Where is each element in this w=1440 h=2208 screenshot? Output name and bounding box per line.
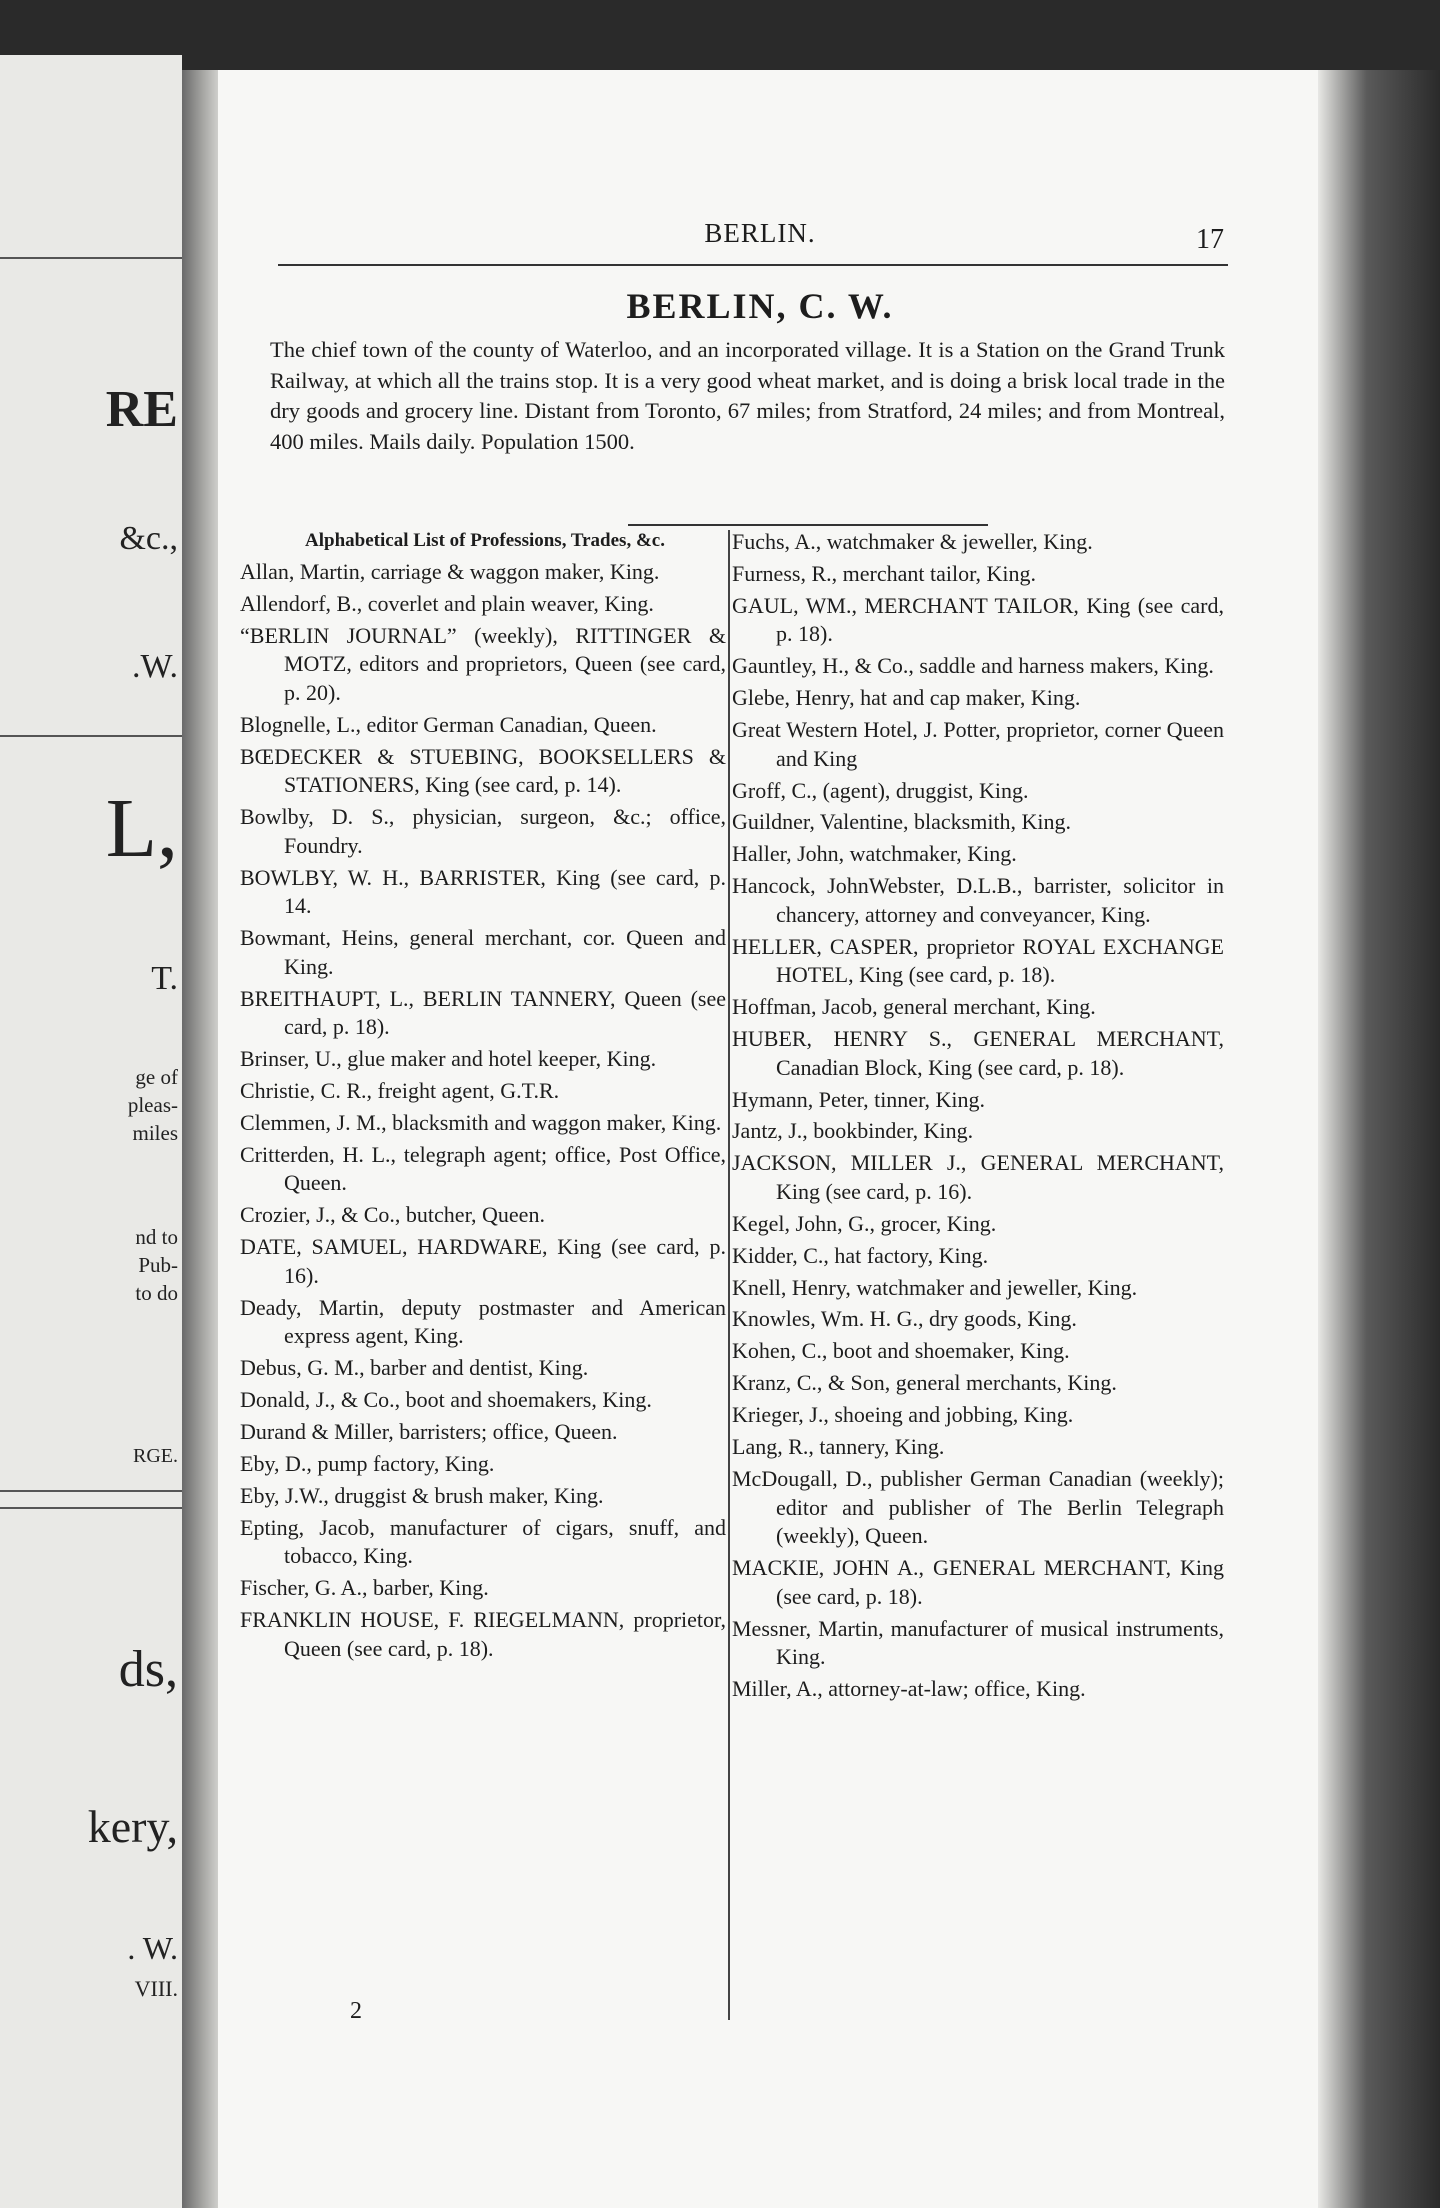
directory-entry: Clemmen, J. M., blacksmith and waggon maker, King. <box>240 1109 722 1135</box>
directory-entry: Eby, J.W., druggist & brush maker, King. <box>240 1482 604 1508</box>
directory-entry: Hymann, Peter, tinner, King. <box>732 1086 986 1112</box>
left-page-fragment: Pub- <box>138 1253 178 1277</box>
directory-entry: Jantz, J., bookbinder, King. <box>732 1118 974 1144</box>
directory-entry: DATE, SAMUEL, HARDWARE, King (see card, p. 16). <box>240 1234 726 1288</box>
directory-entry: McDougall, D., publisher German Canadian (weekly); editor and publisher of The Berlin Telegraph (weekly), Queen. <box>732 1465 1224 1549</box>
directory-entry: Kegel, John, G., grocer, King. <box>732 1210 997 1236</box>
directory-entry: BOWLBY, W. H., BARRISTER, King (see card, p. 14. <box>240 864 726 919</box>
column-divider <box>728 530 730 2020</box>
directory-entry: Messner, Martin, manufacturer of musical instruments, King. <box>732 1615 1224 1670</box>
directory-entry: Allan, Martin, carriage & waggon maker, King. <box>240 559 660 584</box>
directory-entry: Blognelle, L., editor German Canadian, Queen. <box>240 711 657 737</box>
directory-entry: Debus, G. M., barber and dentist, King. <box>240 1355 589 1381</box>
directory-entry: GAUL, WM., MERCHANT TAILOR, King (see card, p. 18). <box>732 592 1224 647</box>
intro-rule <box>628 524 988 526</box>
directory-entry: FRANKLIN HOUSE, F. RIEGELMANN, proprietor, Queen (see card, p. 18). <box>240 1607 726 1661</box>
left-page-fragment: ge of <box>135 1065 178 1089</box>
directory-entry: Bowmant, Heins, general merchant, cor. Queen and King. <box>240 925 726 979</box>
left-page-fragment: nd to <box>135 1225 178 1249</box>
left-page-fragment: kery, <box>87 1801 178 1852</box>
directory-entry: Lang, R., tannery, King. <box>732 1434 945 1460</box>
directory-entry: Glebe, Henry, hat and cap maker, King. <box>732 685 1081 711</box>
directory-entry: Haller, John, watchmaker, King. <box>732 841 1017 867</box>
directory-entry: Epting, Jacob, manufacturer of cigars, snuff, and tobacco, King. <box>240 1514 726 1569</box>
directory-entry: Guildner, Valentine, blacksmith, King. <box>732 809 1072 835</box>
directory-entry: HUBER, HENRY S., GENERAL MERCHANT, Canadian Block, King (see card, p. 18). <box>732 1026 1224 1080</box>
directory-entry: Crozier, J., & Co., butcher, Queen. <box>240 1202 545 1228</box>
page-number: 17 <box>1196 224 1224 255</box>
directory-entry: Furness, R., merchant tailor, King. <box>732 560 1037 586</box>
left-page-rule <box>0 257 182 259</box>
directory-entry: Donald, J., & Co., boot and shoemakers, King. <box>240 1387 652 1413</box>
signature-mark: 2 <box>350 1998 362 2024</box>
intro-paragraph: The chief town of the county of Waterloo, and an incorporated village. It is a Station on the Grand Trunk Railway, at which all the trains stop. It is a very good wheat market, and is doing a brisk local trade in the dry goods and grocery line. Distant from Toronto, 67 miles; from Stratford, 24 miles; and from Montreal, 400 miles. Mails daily. Population 1500. <box>270 337 1225 454</box>
directory-entry: Eby, D., pump factory, King. <box>240 1450 495 1476</box>
directory-column-right <box>732 528 1224 1707</box>
directory-entry: Durand & Miller, barristers; office, Queen. <box>240 1418 618 1444</box>
directory-entry: Groff, C., (agent), druggist, King. <box>732 777 1029 803</box>
directory-entry: MACKIE, JOHN A., GENERAL MERCHANT, King (see card, p. 18). <box>732 1555 1224 1609</box>
directory-column-left <box>240 528 726 1667</box>
page-title: BERLIN, C. W. <box>626 286 894 326</box>
left-page-fragment: VIII. <box>134 1976 178 2001</box>
directory-entry: BŒDECKER & STUEBING, BOOKSELLERS & STATIONERS, King (see card, p. 14). <box>240 743 726 798</box>
directory-entry: Critterden, H. L., telegraph agent; office, Post Office, Queen. <box>240 1141 726 1196</box>
directory-entry: Gauntley, H., & Co., saddle and harness makers, King. <box>732 653 1214 679</box>
left-page-fragment: &c., <box>119 520 178 557</box>
book-gutter <box>182 70 222 2208</box>
left-page-fragment: ds, <box>118 1641 178 1698</box>
left-page-fragment: RGE. <box>133 1445 178 1467</box>
left-page-rule <box>0 1490 182 1492</box>
directory-entry: Knell, Henry, watchmaker and jeweller, King. <box>732 1274 1138 1300</box>
left-page-fragment: . W. <box>127 1930 178 1966</box>
left-page-fragment: L, <box>105 782 178 875</box>
directory-entry: HELLER, CASPER, proprietor ROYAL EXCHANGE HOTEL, King (see card, p. 18). <box>732 933 1224 988</box>
directory-entry: Krieger, J., shoeing and jobbing, King. <box>732 1402 1074 1428</box>
directory-entry: Kidder, C., hat factory, King. <box>732 1242 989 1268</box>
left-page-fragment: RE <box>105 381 178 438</box>
directory-entry: Fischer, G. A., barber, King. <box>240 1575 489 1601</box>
directory-entry: Hoffman, Jacob, general merchant, King. <box>732 994 1096 1020</box>
directory-entry: Great Western Hotel, J. Potter, proprietor, corner Queen and King <box>732 717 1224 771</box>
left-page-rule <box>0 1507 182 1509</box>
directory-entry: Allendorf, B., coverlet and plain weaver, King. <box>240 590 654 616</box>
directory-entry: “BERLIN JOURNAL” (weekly), RITTINGER & MOTZ, editors and proprietors, Queen (see card, p. 20). <box>240 622 726 705</box>
directory-entry: Bowlby, D. S., physician, surgeon, &c.; office, Foundry. <box>240 804 726 858</box>
left-page-fragment: pleas- <box>127 1093 178 1117</box>
left-page-fragment: .W. <box>132 648 178 685</box>
left-page-fragment: miles <box>132 1121 178 1145</box>
directory-entry: BREITHAUPT, L., BERLIN TANNERY, Queen (see card, p. 18). <box>240 985 726 1040</box>
directory-entry: Hancock, JohnWebster, D.L.B., barrister, solicitor in chancery, attorney and conveyancer, King. <box>732 873 1224 927</box>
directory-entry: Deady, Martin, deputy postmaster and American express agent, King. <box>240 1294 726 1349</box>
directory-entry: Kohen, C., boot and shoemaker, King. <box>732 1338 1070 1364</box>
directory-entry: Kranz, C., & Son, general merchants, King. <box>732 1370 1117 1396</box>
header-rule <box>278 264 1228 266</box>
right-page-edge <box>1318 70 1440 2208</box>
left-page-edge <box>0 55 182 2208</box>
directory-entry: JACKSON, MILLER J., GENERAL MERCHANT, King (see card, p. 16). <box>732 1150 1224 1204</box>
running-head: BERLIN. <box>704 218 816 248</box>
directory-entry: Miller, A., attorney-at-law; office, King. <box>732 1675 1086 1701</box>
directory-entry: Brinser, U., glue maker and hotel keeper, King. <box>240 1046 657 1072</box>
directory-entry: Knowles, Wm. H. G., dry goods, King. <box>732 1306 1077 1332</box>
left-page-rule <box>0 735 182 737</box>
directory-entry: Christie, C. R., freight agent, G.T.R. <box>240 1078 560 1104</box>
left-page-fragment: T. <box>151 960 178 997</box>
section-heading: Alphabetical List of Professions, Trades, &c. <box>305 530 665 551</box>
left-page-fragment: to do <box>135 1281 178 1305</box>
directory-entry: Fuchs, A., watchmaker & jeweller, King. <box>732 529 1093 554</box>
